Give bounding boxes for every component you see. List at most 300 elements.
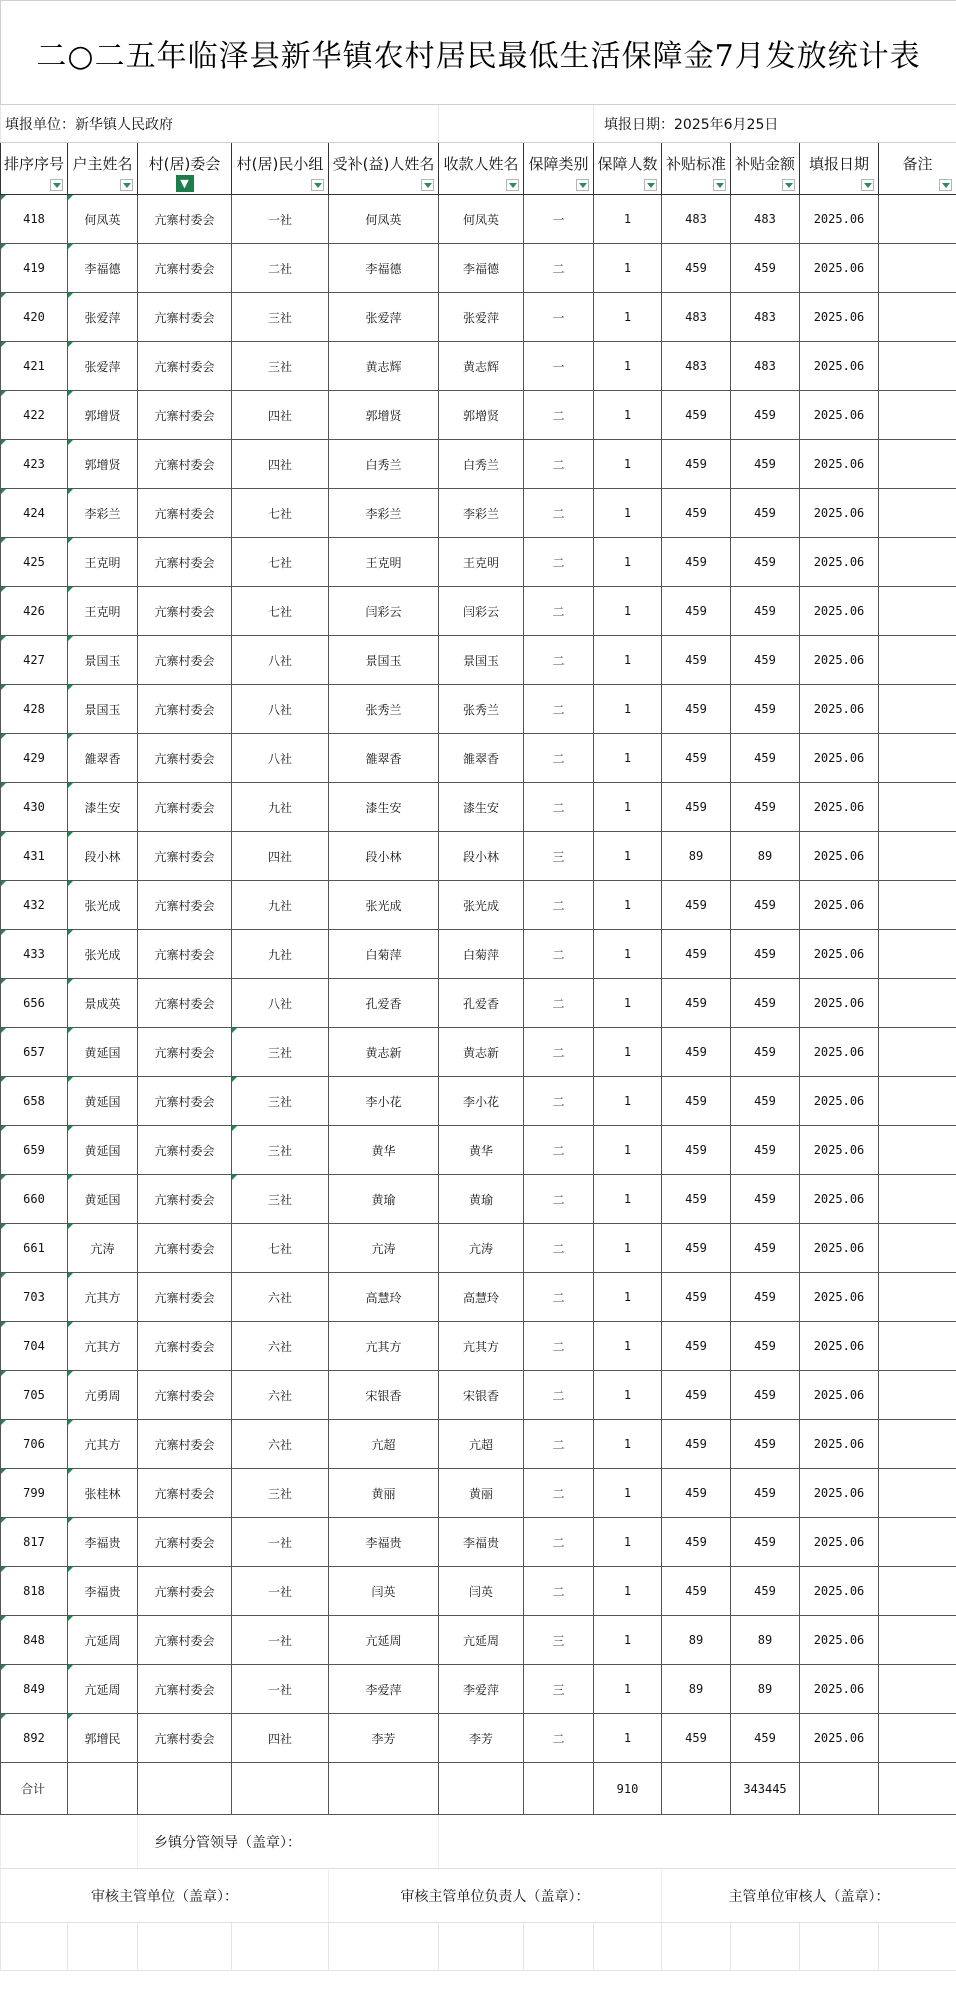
total-cell[interactable]	[879, 1763, 956, 1815]
cell-no[interactable]: 419	[1, 244, 68, 293]
cell-cat[interactable]: 二	[524, 587, 594, 636]
cell-note[interactable]	[879, 1224, 956, 1273]
cell-head[interactable]: 张爱萍	[68, 342, 138, 391]
cell-head[interactable]: 黄延国	[68, 1077, 138, 1126]
cell-beneficiary[interactable]: 郭增贤	[329, 391, 439, 440]
cell-count[interactable]: 1	[594, 783, 662, 832]
cell-std[interactable]: 459	[662, 1224, 731, 1273]
cell-note[interactable]	[879, 1077, 956, 1126]
cell-cat[interactable]: 二	[524, 538, 594, 587]
cell-beneficiary[interactable]: 黄志辉	[329, 342, 439, 391]
cell-payee[interactable]: 闫彩云	[439, 587, 524, 636]
cell-cat[interactable]: 三	[524, 1665, 594, 1714]
cell-amount[interactable]: 459	[731, 1175, 800, 1224]
cell-head[interactable]: 王克明	[68, 587, 138, 636]
cell-count[interactable]: 1	[594, 979, 662, 1028]
cell-group[interactable]: 一社	[232, 1665, 329, 1714]
cell-count[interactable]: 1	[594, 587, 662, 636]
cell-amount[interactable]: 459	[731, 244, 800, 293]
cell-amount[interactable]: 89	[731, 1665, 800, 1714]
cell-beneficiary[interactable]: 闫彩云	[329, 587, 439, 636]
cell-group[interactable]: 七社	[232, 538, 329, 587]
cell-beneficiary[interactable]: 黄丽	[329, 1469, 439, 1518]
cell-std[interactable]: 459	[662, 1273, 731, 1322]
cell-no[interactable]: 660	[1, 1175, 68, 1224]
cell-village[interactable]: 亢寨村委会	[138, 1273, 232, 1322]
cell-no[interactable]: 421	[1, 342, 68, 391]
cell-note[interactable]	[879, 930, 956, 979]
blank-cell[interactable]	[800, 1923, 879, 1971]
cell-village[interactable]: 亢寨村委会	[138, 734, 232, 783]
cell-date[interactable]: 2025.06	[800, 930, 879, 979]
cell-payee[interactable]: 何凤英	[439, 195, 524, 244]
cell-date[interactable]: 2025.06	[800, 979, 879, 1028]
cell-note[interactable]	[879, 1616, 956, 1665]
cell-beneficiary[interactable]: 黄华	[329, 1126, 439, 1175]
cell-note[interactable]	[879, 1518, 956, 1567]
cell-head[interactable]: 亢涛	[68, 1224, 138, 1273]
cell-no[interactable]: 418	[1, 195, 68, 244]
cell-no[interactable]: 848	[1, 1616, 68, 1665]
cell-no[interactable]: 431	[1, 832, 68, 881]
cell-group[interactable]: 八社	[232, 734, 329, 783]
cell-group[interactable]: 一社	[232, 1518, 329, 1567]
cell-amount[interactable]: 483	[731, 195, 800, 244]
cell-village[interactable]: 亢寨村委会	[138, 1077, 232, 1126]
blank-cell[interactable]	[731, 1923, 800, 1971]
cell-beneficiary[interactable]: 宋银香	[329, 1371, 439, 1420]
cell-head[interactable]: 黄延国	[68, 1175, 138, 1224]
cell-village[interactable]: 亢寨村委会	[138, 1567, 232, 1616]
cell-beneficiary[interactable]: 亢延周	[329, 1616, 439, 1665]
cell-amount[interactable]: 459	[731, 1567, 800, 1616]
cell-payee[interactable]: 李福贵	[439, 1518, 524, 1567]
cell-date[interactable]: 2025.06	[800, 195, 879, 244]
cell-village[interactable]: 亢寨村委会	[138, 342, 232, 391]
cell-group[interactable]: 八社	[232, 685, 329, 734]
cell-note[interactable]	[879, 1371, 956, 1420]
cell-village[interactable]: 亢寨村委会	[138, 1028, 232, 1077]
cell-date[interactable]: 2025.06	[800, 881, 879, 930]
cell-village[interactable]: 亢寨村委会	[138, 1175, 232, 1224]
cell-date[interactable]: 2025.06	[800, 391, 879, 440]
cell-amount[interactable]: 459	[731, 1273, 800, 1322]
cell-std[interactable]: 459	[662, 1028, 731, 1077]
cell-head[interactable]: 段小林	[68, 832, 138, 881]
cell-count[interactable]: 1	[594, 1224, 662, 1273]
cell-cat[interactable]: 二	[524, 391, 594, 440]
cell-count[interactable]: 1	[594, 293, 662, 342]
cell-date[interactable]: 2025.06	[800, 293, 879, 342]
cell-cat[interactable]: 二	[524, 685, 594, 734]
cell-count[interactable]: 1	[594, 1126, 662, 1175]
cell-no[interactable]: 423	[1, 440, 68, 489]
cell-head[interactable]: 何凤英	[68, 195, 138, 244]
cell-count[interactable]: 1	[594, 1322, 662, 1371]
filter-dropdown-icon[interactable]	[713, 179, 726, 191]
cell-village[interactable]: 亢寨村委会	[138, 1420, 232, 1469]
cell-amount[interactable]: 459	[731, 1714, 800, 1763]
cell-amount[interactable]: 459	[731, 783, 800, 832]
cell-count[interactable]: 1	[594, 1518, 662, 1567]
cell-group[interactable]: 六社	[232, 1273, 329, 1322]
cell-no[interactable]: 425	[1, 538, 68, 587]
cell-date[interactable]: 2025.06	[800, 1567, 879, 1616]
cell-group[interactable]: 六社	[232, 1371, 329, 1420]
cell-date[interactable]: 2025.06	[800, 1175, 879, 1224]
cell-payee[interactable]: 亢延周	[439, 1616, 524, 1665]
cell-cat[interactable]: 二	[524, 1714, 594, 1763]
cell-payee[interactable]: 漆生安	[439, 783, 524, 832]
cell-date[interactable]: 2025.06	[800, 489, 879, 538]
cell-amount[interactable]: 459	[731, 489, 800, 538]
cell-std[interactable]: 459	[662, 1077, 731, 1126]
blank-cell[interactable]	[68, 1923, 138, 1971]
cell-no[interactable]: 661	[1, 1224, 68, 1273]
cell-date[interactable]: 2025.06	[800, 244, 879, 293]
cell-no[interactable]: 705	[1, 1371, 68, 1420]
cell-date[interactable]: 2025.06	[800, 1028, 879, 1077]
cell-std[interactable]: 459	[662, 440, 731, 489]
cell-amount[interactable]: 459	[731, 1518, 800, 1567]
cell-date[interactable]: 2025.06	[800, 1322, 879, 1371]
cell-std[interactable]: 459	[662, 1175, 731, 1224]
cell-no[interactable]: 703	[1, 1273, 68, 1322]
cell-note[interactable]	[879, 1665, 956, 1714]
cell-std[interactable]: 459	[662, 1322, 731, 1371]
blank-cell[interactable]	[662, 1923, 731, 1971]
cell-beneficiary[interactable]: 白秀兰	[329, 440, 439, 489]
cell-group[interactable]: 八社	[232, 979, 329, 1028]
cell-cat[interactable]: 二	[524, 783, 594, 832]
cell-note[interactable]	[879, 1322, 956, 1371]
cell-no[interactable]: 420	[1, 293, 68, 342]
cell-no[interactable]: 799	[1, 1469, 68, 1518]
cell-group[interactable]: 七社	[232, 489, 329, 538]
cell-village[interactable]: 亢寨村委会	[138, 1616, 232, 1665]
cell-date[interactable]: 2025.06	[800, 1273, 879, 1322]
cell-beneficiary[interactable]: 黄志新	[329, 1028, 439, 1077]
cell-amount[interactable]: 459	[731, 587, 800, 636]
cell-no[interactable]: 430	[1, 783, 68, 832]
cell-amount[interactable]: 459	[731, 685, 800, 734]
cell-group[interactable]: 一社	[232, 1616, 329, 1665]
cell-group[interactable]: 三社	[232, 1469, 329, 1518]
cell-note[interactable]	[879, 440, 956, 489]
cell-payee[interactable]: 黄志辉	[439, 342, 524, 391]
cell-std[interactable]: 459	[662, 1371, 731, 1420]
cell-count[interactable]: 1	[594, 1469, 662, 1518]
cell-std[interactable]: 459	[662, 734, 731, 783]
cell-date[interactable]: 2025.06	[800, 783, 879, 832]
cell-payee[interactable]: 李小花	[439, 1077, 524, 1126]
cell-std[interactable]: 459	[662, 1126, 731, 1175]
cell-beneficiary[interactable]: 亢其方	[329, 1322, 439, 1371]
cell-village[interactable]: 亢寨村委会	[138, 832, 232, 881]
cell-no[interactable]: 426	[1, 587, 68, 636]
cell-beneficiary[interactable]: 何凤英	[329, 195, 439, 244]
cell-cat[interactable]: 二	[524, 930, 594, 979]
cell-amount[interactable]: 459	[731, 391, 800, 440]
cell-group[interactable]: 一社	[232, 1567, 329, 1616]
cell-payee[interactable]: 王克明	[439, 538, 524, 587]
cell-no[interactable]: 424	[1, 489, 68, 538]
filter-dropdown-icon[interactable]	[506, 179, 519, 191]
cell-amount[interactable]: 459	[731, 1077, 800, 1126]
total-label[interactable]: 合计	[1, 1763, 68, 1815]
cell-head[interactable]: 张爱萍	[68, 293, 138, 342]
cell-head[interactable]: 李福贵	[68, 1518, 138, 1567]
cell-village[interactable]: 亢寨村委会	[138, 538, 232, 587]
cell-amount[interactable]: 89	[731, 832, 800, 881]
cell-beneficiary[interactable]: 白菊萍	[329, 930, 439, 979]
cell-count[interactable]: 1	[594, 832, 662, 881]
cell-payee[interactable]: 黄华	[439, 1126, 524, 1175]
cell-payee[interactable]: 宋银香	[439, 1371, 524, 1420]
cell-std[interactable]: 483	[662, 195, 731, 244]
cell-count[interactable]: 1	[594, 930, 662, 979]
cell-amount[interactable]: 459	[731, 1322, 800, 1371]
total-cell[interactable]	[662, 1763, 731, 1815]
cell-payee[interactable]: 郭增贤	[439, 391, 524, 440]
cell-note[interactable]	[879, 1567, 956, 1616]
cell-no[interactable]: 422	[1, 391, 68, 440]
cell-beneficiary[interactable]: 王克明	[329, 538, 439, 587]
cell-payee[interactable]: 高慧玲	[439, 1273, 524, 1322]
cell-no[interactable]: 433	[1, 930, 68, 979]
cell-std[interactable]: 459	[662, 636, 731, 685]
cell-date[interactable]: 2025.06	[800, 1077, 879, 1126]
cell-payee[interactable]: 李爱萍	[439, 1665, 524, 1714]
filter-dropdown-icon[interactable]	[644, 179, 657, 191]
blank-cell[interactable]	[439, 1923, 524, 1971]
cell-cat[interactable]: 二	[524, 636, 594, 685]
cell-std[interactable]: 89	[662, 832, 731, 881]
cell-cat[interactable]: 二	[524, 489, 594, 538]
cell-amount[interactable]: 459	[731, 979, 800, 1028]
cell-village[interactable]: 亢寨村委会	[138, 195, 232, 244]
cell-count[interactable]: 1	[594, 1567, 662, 1616]
cell-group[interactable]: 八社	[232, 636, 329, 685]
cell-beneficiary[interactable]: 张光成	[329, 881, 439, 930]
cell-cat[interactable]: 一	[524, 293, 594, 342]
cell-payee[interactable]: 白菊萍	[439, 930, 524, 979]
cell-head[interactable]: 郭增贤	[68, 391, 138, 440]
cell-beneficiary[interactable]: 景国玉	[329, 636, 439, 685]
cell-note[interactable]	[879, 342, 956, 391]
cell-head[interactable]: 亢勇周	[68, 1371, 138, 1420]
cell-head[interactable]: 亢延周	[68, 1616, 138, 1665]
cell-count[interactable]: 1	[594, 1371, 662, 1420]
cell-date[interactable]: 2025.06	[800, 538, 879, 587]
cell-note[interactable]	[879, 636, 956, 685]
cell-payee[interactable]: 李福德	[439, 244, 524, 293]
cell-amount[interactable]: 483	[731, 293, 800, 342]
cell-count[interactable]: 1	[594, 1616, 662, 1665]
cell-beneficiary[interactable]: 李芳	[329, 1714, 439, 1763]
cell-head[interactable]: 雒翠香	[68, 734, 138, 783]
cell-count[interactable]: 1	[594, 881, 662, 930]
cell-no[interactable]: 656	[1, 979, 68, 1028]
cell-village[interactable]: 亢寨村委会	[138, 1126, 232, 1175]
cell-head[interactable]: 张桂林	[68, 1469, 138, 1518]
filter-active-icon[interactable]: ▼	[176, 175, 194, 192]
cell-payee[interactable]: 李彩兰	[439, 489, 524, 538]
cell-note[interactable]	[879, 244, 956, 293]
cell-cat[interactable]: 二	[524, 1077, 594, 1126]
cell-std[interactable]: 483	[662, 293, 731, 342]
cell-head[interactable]: 李福贵	[68, 1567, 138, 1616]
cell-count[interactable]: 1	[594, 1420, 662, 1469]
cell-payee[interactable]: 黄丽	[439, 1469, 524, 1518]
cell-payee[interactable]: 段小林	[439, 832, 524, 881]
cell-cat[interactable]: 二	[524, 1567, 594, 1616]
cell-payee[interactable]: 黄志新	[439, 1028, 524, 1077]
cell-amount[interactable]: 459	[731, 1224, 800, 1273]
cell-beneficiary[interactable]: 李爱萍	[329, 1665, 439, 1714]
filter-dropdown-icon[interactable]	[782, 179, 795, 191]
cell-cat[interactable]: 二	[524, 1518, 594, 1567]
cell-group[interactable]: 四社	[232, 440, 329, 489]
cell-count[interactable]: 1	[594, 734, 662, 783]
cell-head[interactable]: 黄延国	[68, 1126, 138, 1175]
cell-count[interactable]: 1	[594, 1028, 662, 1077]
cell-date[interactable]: 2025.06	[800, 685, 879, 734]
cell-beneficiary[interactable]: 李彩兰	[329, 489, 439, 538]
cell-amount[interactable]: 459	[731, 881, 800, 930]
cell-no[interactable]: 432	[1, 881, 68, 930]
cell-note[interactable]	[879, 783, 956, 832]
cell-std[interactable]: 459	[662, 1714, 731, 1763]
cell-date[interactable]: 2025.06	[800, 1420, 879, 1469]
cell-std[interactable]: 459	[662, 1518, 731, 1567]
cell-head[interactable]: 亢其方	[68, 1273, 138, 1322]
cell-count[interactable]: 1	[594, 1714, 662, 1763]
blank-cell[interactable]	[524, 1923, 594, 1971]
cell-beneficiary[interactable]: 李福贵	[329, 1518, 439, 1567]
cell-payee[interactable]: 白秀兰	[439, 440, 524, 489]
cell-group[interactable]: 九社	[232, 930, 329, 979]
cell-note[interactable]	[879, 1126, 956, 1175]
cell-village[interactable]: 亢寨村委会	[138, 489, 232, 538]
cell-group[interactable]: 三社	[232, 1028, 329, 1077]
cell-count[interactable]: 1	[594, 244, 662, 293]
cell-note[interactable]	[879, 1273, 956, 1322]
cell-count[interactable]: 1	[594, 195, 662, 244]
cell-beneficiary[interactable]: 张秀兰	[329, 685, 439, 734]
cell-head[interactable]: 亢延周	[68, 1665, 138, 1714]
cell-std[interactable]: 459	[662, 538, 731, 587]
cell-amount[interactable]: 89	[731, 1616, 800, 1665]
cell-cat[interactable]: 三	[524, 832, 594, 881]
cell-village[interactable]: 亢寨村委会	[138, 979, 232, 1028]
cell-head[interactable]: 亢其方	[68, 1420, 138, 1469]
cell-amount[interactable]: 459	[731, 636, 800, 685]
cell-payee[interactable]: 亢其方	[439, 1322, 524, 1371]
cell-beneficiary[interactable]: 张爱萍	[329, 293, 439, 342]
cell-no[interactable]: 658	[1, 1077, 68, 1126]
filter-dropdown-icon[interactable]	[861, 179, 874, 191]
cell-amount[interactable]: 459	[731, 538, 800, 587]
cell-count[interactable]: 1	[594, 391, 662, 440]
cell-payee[interactable]: 闫英	[439, 1567, 524, 1616]
cell-head[interactable]: 王克明	[68, 538, 138, 587]
cell-std[interactable]: 459	[662, 489, 731, 538]
cell-group[interactable]: 三社	[232, 1175, 329, 1224]
cell-std[interactable]: 459	[662, 391, 731, 440]
cell-date[interactable]: 2025.06	[800, 1714, 879, 1763]
cell-cat[interactable]: 三	[524, 1616, 594, 1665]
cell-village[interactable]: 亢寨村委会	[138, 1322, 232, 1371]
cell-head[interactable]: 景成英	[68, 979, 138, 1028]
cell-note[interactable]	[879, 195, 956, 244]
cell-no[interactable]: 427	[1, 636, 68, 685]
cell-payee[interactable]: 孔爱香	[439, 979, 524, 1028]
cell-village[interactable]: 亢寨村委会	[138, 636, 232, 685]
cell-no[interactable]: 428	[1, 685, 68, 734]
cell-note[interactable]	[879, 1420, 956, 1469]
cell-payee[interactable]: 张爱萍	[439, 293, 524, 342]
cell-village[interactable]: 亢寨村委会	[138, 1371, 232, 1420]
cell-payee[interactable]: 黄瑜	[439, 1175, 524, 1224]
cell-cat[interactable]: 二	[524, 734, 594, 783]
cell-no[interactable]: 706	[1, 1420, 68, 1469]
cell-no[interactable]: 657	[1, 1028, 68, 1077]
cell-group[interactable]: 四社	[232, 391, 329, 440]
cell-std[interactable]: 459	[662, 979, 731, 1028]
cell-amount[interactable]: 459	[731, 1469, 800, 1518]
cell-group[interactable]: 三社	[232, 1077, 329, 1126]
cell-amount[interactable]: 459	[731, 1371, 800, 1420]
blank-cell[interactable]	[879, 1923, 956, 1971]
cell-head[interactable]: 李彩兰	[68, 489, 138, 538]
cell-date[interactable]: 2025.06	[800, 1616, 879, 1665]
cell-std[interactable]: 459	[662, 587, 731, 636]
cell-cat[interactable]: 二	[524, 1322, 594, 1371]
cell-count[interactable]: 1	[594, 1175, 662, 1224]
cell-group[interactable]: 七社	[232, 1224, 329, 1273]
cell-village[interactable]: 亢寨村委会	[138, 1224, 232, 1273]
cell-head[interactable]: 黄延国	[68, 1028, 138, 1077]
cell-village[interactable]: 亢寨村委会	[138, 930, 232, 979]
cell-group[interactable]: 七社	[232, 587, 329, 636]
cell-cat[interactable]: 二	[524, 244, 594, 293]
cell-village[interactable]: 亢寨村委会	[138, 1469, 232, 1518]
cell-cat[interactable]: 二	[524, 979, 594, 1028]
filter-dropdown-icon[interactable]	[421, 179, 434, 191]
cell-group[interactable]: 四社	[232, 832, 329, 881]
cell-date[interactable]: 2025.06	[800, 587, 879, 636]
cell-std[interactable]: 459	[662, 881, 731, 930]
cell-note[interactable]	[879, 979, 956, 1028]
cell-group[interactable]: 三社	[232, 293, 329, 342]
cell-note[interactable]	[879, 489, 956, 538]
cell-amount[interactable]: 459	[731, 1028, 800, 1077]
total-cell[interactable]	[138, 1763, 232, 1815]
cell-payee[interactable]: 亢涛	[439, 1224, 524, 1273]
cell-amount[interactable]: 459	[731, 734, 800, 783]
cell-note[interactable]	[879, 587, 956, 636]
cell-cat[interactable]: 二	[524, 1126, 594, 1175]
cell-date[interactable]: 2025.06	[800, 440, 879, 489]
cell-cat[interactable]: 二	[524, 1469, 594, 1518]
cell-std[interactable]: 459	[662, 685, 731, 734]
cell-date[interactable]: 2025.06	[800, 342, 879, 391]
cell-cat[interactable]: 二	[524, 1175, 594, 1224]
total-cell[interactable]	[68, 1763, 138, 1815]
cell-group[interactable]: 三社	[232, 342, 329, 391]
blank-cell[interactable]	[138, 1923, 232, 1971]
